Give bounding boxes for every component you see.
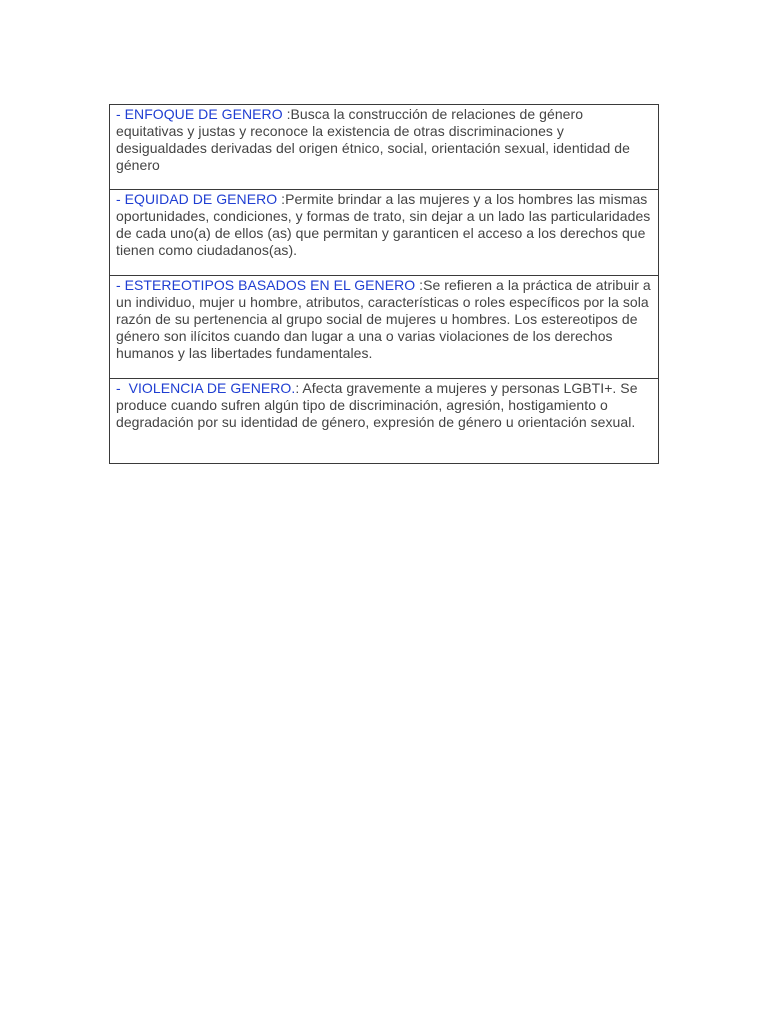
row-prefix: - (116, 191, 125, 207)
definition-enfoque-de-genero: :Busca la construcción de relaciones de género equitativas y justas y reconoce la existencia de otras discriminaciones y desigualdades derivadas del origen étnico, social, orientación sexual, identidad de género (116, 106, 630, 173)
definition-cell-violencia (110, 379, 659, 464)
term-violencia-de-genero: VIOLENCIA DE GENERO. (128, 380, 296, 396)
row-prefix: - (116, 277, 125, 293)
row-prefix: - (116, 380, 129, 396)
definition-cell-estereotipos (110, 276, 659, 379)
term-enfoque-de-genero: ENFOQUE DE GENERO (124, 106, 283, 122)
row-prefix: - (116, 106, 125, 122)
table-row (110, 379, 659, 464)
definition-cell-enfoque (110, 105, 659, 190)
table-row (110, 276, 659, 379)
term-equidad-de-genero: EQUIDAD DE GENERO (124, 191, 278, 207)
definition-violencia-de-genero: : Afecta gravemente a mujeres y personas LGBTI+. Se produce cuando sufren algún tipo de discriminación, agresión, hostigamiento o degradación por su identidad de género, expresión de género u orientación sexual. (116, 380, 638, 430)
definition-estereotipos: :Se refieren a la práctica de atribuir a un individuo, mujer u hombre, atributos, características o roles específicos por la sola razón de su pertenencia al grupo social de mujeres u hombres. Los estereotipos de género son ilícitos cuando dan lugar a una o varias violaciones de los derechos humanos y las libertades fundamentales. (116, 277, 651, 361)
definition-cell-equidad (110, 190, 659, 276)
table-row (110, 105, 659, 190)
definitions-table (109, 104, 659, 464)
definition-equidad-de-genero: :Permite brindar a las mujeres y a los hombres las mismas oportunidades, condiciones, y formas de trato, sin dejar a un lado las particularidades de cada uno(a) de ellos (as) que permitan y garanticen el acceso a los derechos que tienen como ciudadanos(as). (116, 191, 651, 258)
table-row (110, 190, 659, 276)
term-estereotipos-basados-en-el-genero: ESTEREOTIPOS BASADOS EN EL GENERO (124, 277, 416, 293)
